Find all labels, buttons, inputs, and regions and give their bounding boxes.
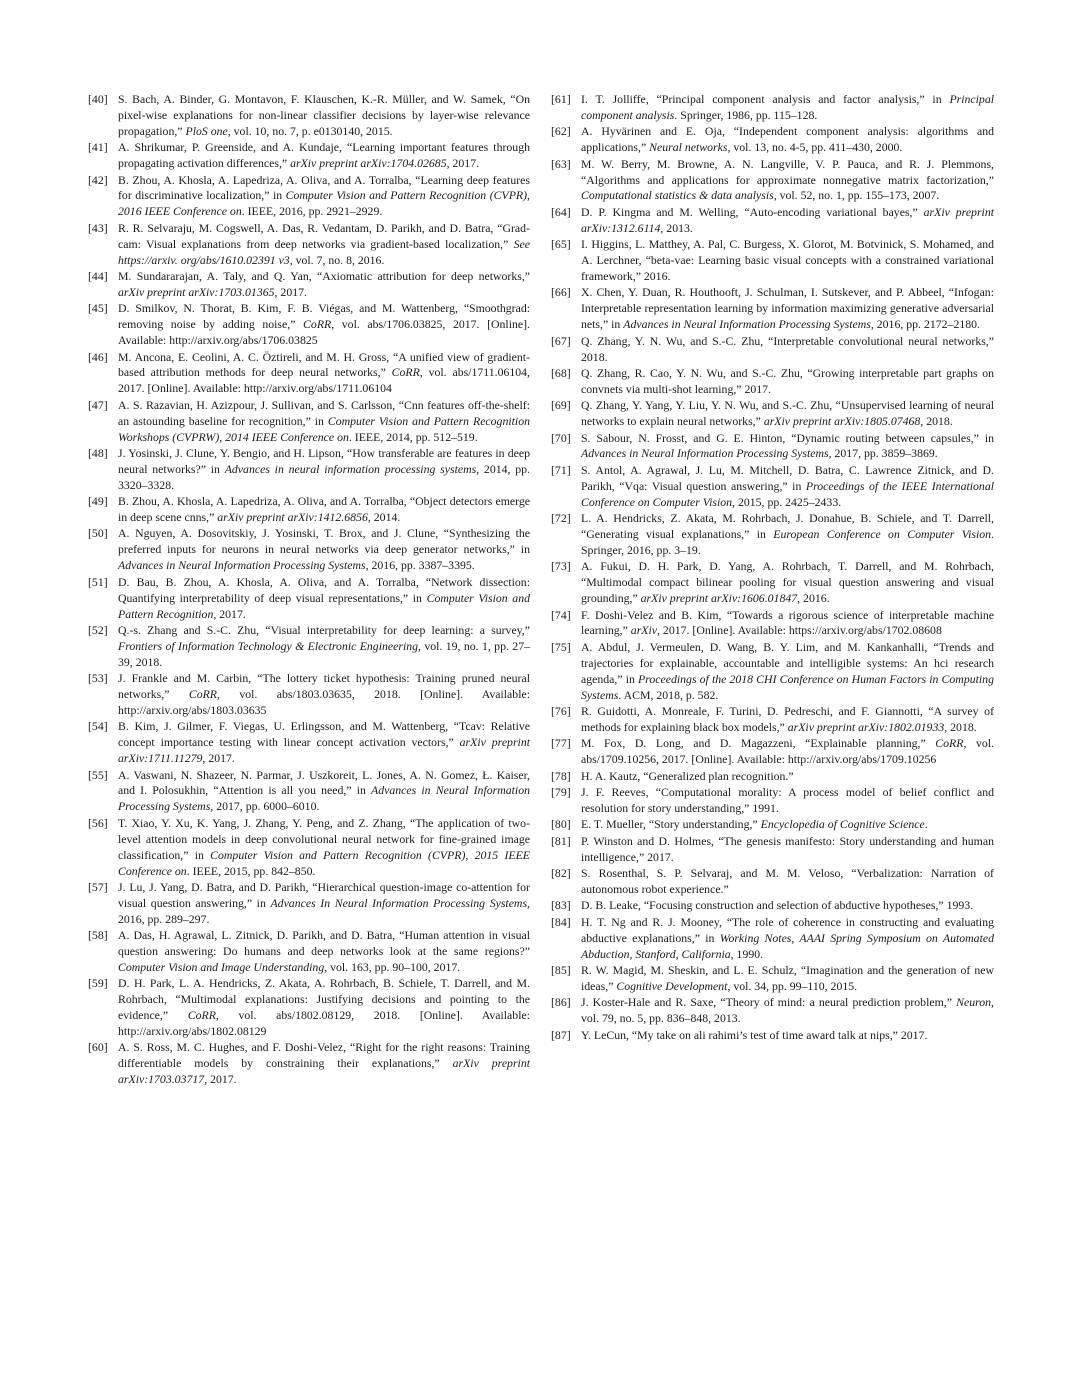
- reference-text: [581, 963, 994, 995]
- reference-number: [68]: [551, 365, 571, 380]
- reference-authors-title: R. Guidotti, A. Monreale, F. Turini, D. Pedreschi, and F. Giannotti, “A survey of methods for explaining black box models,”: [581, 703, 994, 734]
- reference-venue: arXiv preprint arXiv:1703.01365: [118, 284, 275, 299]
- reference-number: [59]: [88, 976, 108, 991]
- reference-entry: [88, 719, 530, 767]
- reference-text: [581, 704, 994, 736]
- reference-details: , vol. abs/1706.03825, 2017. [Online]. Available: http://arxiv.org/abs/1706.03825: [118, 317, 530, 348]
- reference-venue: Computer Vision and Image Understanding: [118, 959, 325, 974]
- reference-details: , 2017.: [204, 1072, 237, 1087]
- reference-entry: [551, 769, 994, 785]
- reference-authors-title: D. Bau, B. Zhou, A. Khosla, A. Oliva, and A. Torralba, “Network dissection: Quantifying interpretability of deep visual representations,” in: [118, 574, 530, 605]
- reference-venue: Advances in Neural Information Processing Systems: [581, 446, 829, 461]
- reference-details: , vol. abs/1709.10256, 2017. [Online]. Available: http://arxiv.org/abs/1709.10256: [581, 736, 994, 767]
- reference-entry: [551, 92, 994, 124]
- reference-venue: arXiv preprint arXiv:1703.03717: [118, 1056, 530, 1087]
- reference-details: . ACM, 2018, p. 582.: [618, 687, 719, 702]
- reference-text: [118, 623, 530, 671]
- reference-text: [118, 398, 530, 446]
- reference-venue: CoRR: [187, 1008, 216, 1023]
- reference-text: [581, 834, 994, 866]
- reference-entry: [551, 285, 994, 333]
- reference-details: , 2014, pp. 3320–3328.: [118, 461, 530, 492]
- reference-number: [72]: [551, 511, 571, 526]
- reference-venue: arXiv preprint arXiv:1312.6114: [581, 204, 994, 235]
- reference-venue: Computational statistics & data analysis: [581, 188, 774, 203]
- reference-entry: [551, 511, 994, 559]
- reference-text: [581, 334, 994, 366]
- reference-text: [118, 880, 530, 928]
- reference-authors-title: S. Sabour, N. Frosst, and G. E. Hinton, “Dynamic routing between capsules,” in: [581, 430, 994, 445]
- reference-authors-title: H. T. Ng and R. J. Mooney, “The role of coherence in constructing and evaluating abductive explanations,” in: [581, 914, 994, 945]
- reference-details: , 2017, pp. 3859–3869.: [828, 446, 938, 461]
- reference-text: [118, 269, 530, 301]
- reference-venue: PloS one: [185, 123, 228, 138]
- reference-authors-title: S. Rosenthal, S. P. Selvaraj, and M. M. Veloso, “Verbalization: Narration of autonomous robot experience.”: [581, 866, 994, 896]
- reference-number: [60]: [88, 1040, 108, 1055]
- reference-text: [118, 140, 530, 172]
- reference-entry: [88, 928, 530, 976]
- reference-entry: [88, 880, 530, 928]
- reference-venue: Principal component analysis: [581, 92, 994, 122]
- reference-venue: Neural networks: [649, 140, 728, 155]
- reference-entry: [551, 1028, 994, 1044]
- reference-authors-title: M. Sundararajan, A. Taly, and Q. Yan, “Axiomatic attribution for deep networks,”: [118, 268, 530, 283]
- reference-authors-title: R. W. Magid, M. Sheskin, and L. E. Schulz, “Imagination and the generation of new ideas,”: [581, 962, 994, 993]
- reference-text: [581, 237, 994, 285]
- reference-entry: [88, 221, 530, 269]
- reference-text: [581, 205, 994, 237]
- reference-authors-title: I. T. Jolliffe, “Principal component analysis and factor analysis,” in: [581, 92, 950, 106]
- reference-venue: Working Notes, AAAI Spring Symposium on Automated Abduction, Stanford, California: [581, 930, 994, 961]
- reference-number: [82]: [551, 866, 571, 880]
- reference-entry: [551, 736, 994, 768]
- reference-number: [48]: [88, 445, 108, 460]
- reference-entry: [551, 704, 994, 736]
- reference-entry: [551, 431, 994, 463]
- reference-number: [87]: [551, 1027, 571, 1042]
- reference-text: [118, 221, 530, 269]
- reference-number: [55]: [88, 767, 108, 782]
- reference-entry: [551, 640, 994, 704]
- reference-details: , 2016.: [797, 591, 830, 606]
- reference-number: [42]: [88, 172, 108, 187]
- reference-authors-title: A. Fukui, D. H. Park, D. Yang, A. Rohrbach, T. Darrell, and M. Rohrbach, “Multimodal compact bilinear pooling for visual question answering and visual grounding,”: [581, 559, 994, 606]
- reference-venue: Advances in Neural Information Processing Systems: [623, 317, 871, 332]
- reference-number: [53]: [88, 671, 108, 686]
- reference-venue: arXiv preprint arXiv:1412.6856: [217, 510, 368, 525]
- reference-details: , vol. 10, no. 7, p. e0130140, 2015.: [227, 123, 393, 138]
- reference-text: [118, 816, 530, 880]
- reference-entry: [551, 963, 994, 995]
- reference-details: , 2017.: [274, 284, 307, 299]
- reference-text: [581, 817, 994, 833]
- reference-authors-title: B. Zhou, A. Khosla, A. Lapedriza, A. Oliva, and A. Torralba, “Learning deep features for discriminative localization,” in: [118, 172, 530, 203]
- reference-details: , 2017.: [202, 751, 235, 766]
- reference-venue: Cognitive Development: [616, 978, 728, 993]
- reference-entry: [551, 334, 994, 366]
- reference-entry: [88, 526, 530, 574]
- reference-details: . IEEE, 2014, pp. 512–519.: [348, 429, 478, 444]
- reference-details: , vol. 79, no. 5, pp. 836–848, 2013.: [581, 995, 994, 1026]
- reference-number: [61]: [551, 92, 571, 106]
- reference-entry: [88, 398, 530, 446]
- reference-authors-title: M. Fox, D. Long, and D. Magazzeni, “Explainable planning,”: [581, 736, 936, 751]
- reference-text: [118, 719, 530, 767]
- reference-number: [69]: [551, 398, 571, 413]
- reference-entry: [88, 350, 530, 398]
- reference-entry: [88, 269, 530, 301]
- reference-authors-title: B. Kim, J. Gilmer, F. Viegas, U. Erlingsson, and M. Wattenberg, “Tcav: Relative concept importance testing with linear concept activation vectors,”: [118, 719, 530, 750]
- reference-text: [581, 785, 994, 817]
- reference-venue: Computer Vision and Pattern Recognition Workshops (CVPRW), 2014 IEEE Conference on: [118, 413, 530, 444]
- reference-number: [40]: [88, 92, 108, 106]
- reference-venue: See https://arxiv. org/abs/1610.02391 v3: [118, 236, 530, 267]
- reference-text: [581, 157, 994, 205]
- reference-number: [74]: [551, 607, 571, 622]
- reference-number: [76]: [551, 703, 571, 718]
- reference-entry: [551, 205, 994, 237]
- reference-number: [84]: [551, 914, 571, 929]
- reference-text: [118, 301, 530, 349]
- reference-details: , vol. abs/1802.08129, 2018. [Online]. Available: http://arxiv.org/abs/1802.08129: [118, 1008, 530, 1039]
- reference-text: [118, 671, 530, 719]
- reference-venue: arXiv preprint arXiv:1606.01847: [640, 591, 798, 606]
- reference-number: [77]: [551, 736, 571, 751]
- reference-number: [79]: [551, 784, 571, 799]
- reference-venue: arXiv preprint arXiv:1704.02685: [290, 156, 447, 171]
- reference-entry: [88, 173, 530, 221]
- reference-text: [581, 915, 994, 963]
- reference-authors-title: D. H. Park, L. A. Hendricks, Z. Akata, A. Rohrbach, B. Schiele, T. Darrell, and M. Rohrbach, “Multimodal explanations: Justifying decisions and pointing to the evidence,”: [118, 976, 530, 1023]
- reference-text: [118, 446, 530, 494]
- reference-authors-title: J. F. Reeves, “Computational morality: A process model of belief conflict and resolution for story understanding,” 1991.: [581, 784, 994, 815]
- reference-details: , vol. 34, pp. 99–110, 2015.: [727, 978, 858, 993]
- reference-entry: [88, 446, 530, 494]
- reference-authors-title: S. Antol, A. Agrawal, J. Lu, M. Mitchell, D. Batra, C. Lawrence Zitnick, and D. Parikh, “Vqa: Visual question answering,” in: [581, 462, 994, 493]
- reference-authors-title: H. A. Kautz, “Generalized plan recognition.”: [581, 768, 794, 783]
- reference-venue: arXiv: [630, 623, 658, 638]
- reference-number: [56]: [88, 815, 108, 830]
- reference-text: [581, 559, 994, 607]
- reference-details: .: [924, 817, 928, 832]
- reference-entry: [88, 976, 530, 1040]
- reference-authors-title: D. B. Leake, “Focusing construction and selection of abductive hypotheses,” 1993.: [581, 898, 974, 913]
- reference-details: , vol. abs/1803.03635, 2018. [Online]. Available: http://arxiv.org/abs/1803.03635: [118, 687, 530, 717]
- reference-details: , vol. 13, no. 4-5, pp. 411–430, 2000.: [727, 140, 903, 155]
- reference-details: , vol. abs/1711.06104, 2017. [Online]. Available: http://arxiv.org/abs/1711.06104: [118, 365, 531, 396]
- reference-entry: [88, 494, 530, 526]
- reference-entry: [88, 92, 530, 140]
- reference-text: [581, 463, 994, 511]
- reference-text: [118, 1040, 530, 1088]
- reference-venue: CoRR: [188, 687, 218, 702]
- reference-text: [118, 92, 530, 140]
- reference-authors-title: A. Das, H. Agrawal, L. Zitnick, D. Parikh, and D. Batra, “Human attention in visual question answering: Do humans and deep networks look at the same regions?”: [118, 928, 530, 959]
- reference-number: [44]: [88, 268, 108, 283]
- reference-entry: [551, 915, 994, 963]
- reference-entry: [88, 140, 530, 172]
- reference-authors-title: A. Vaswani, N. Shazeer, N. Parmar, J. Uszkoreit, L. Jones, A. N. Gomez, Ł. Kaiser, and I. Polosukhin, “Attention is all you need,” in: [118, 767, 530, 798]
- reference-details: , 2013.: [660, 220, 693, 235]
- reference-number: [51]: [88, 574, 108, 589]
- reference-entry: [551, 237, 994, 285]
- reference-number: [43]: [88, 220, 108, 235]
- reference-authors-title: D. Smilkov, N. Thorat, B. Kim, F. B. Viégas, and M. Wattenberg, “Smoothgrad: removing noise by adding noise,”: [118, 301, 530, 332]
- reference-entry: [88, 575, 530, 623]
- reference-text: [118, 575, 530, 623]
- reference-text: [581, 398, 994, 430]
- reference-number: [45]: [88, 301, 108, 316]
- reference-venue: Proceedings of the 2018 CHI Conference on Human Factors in Computing Systems: [581, 671, 994, 702]
- reference-venue: CoRR: [303, 317, 332, 332]
- reference-venue: Computer Vision and Pattern Recognition (CVPR), 2015 IEEE Conference on: [118, 847, 530, 878]
- reference-number: [46]: [88, 349, 108, 364]
- reference-details: , 2016, pp. 2172–2180.: [870, 317, 980, 332]
- reference-number: [57]: [88, 879, 108, 894]
- reference-entry: [88, 1040, 530, 1088]
- reference-details: . IEEE, 2016, pp. 2921–2929.: [241, 204, 383, 219]
- reference-entry: [551, 157, 994, 205]
- reference-details: , 2017. [Online]. Available: https://arxiv.org/abs/1702.08608: [657, 623, 942, 638]
- reference-venue: Frontiers of Information Technology & Electronic Engineering: [118, 638, 419, 653]
- reference-number: [58]: [88, 928, 108, 943]
- reference-venue: Advances In Neural Information Processing Systems: [270, 895, 528, 910]
- reference-text: [581, 124, 994, 156]
- reference-authors-title: B. Zhou, A. Khosla, A. Lapedriza, A. Oliva, and A. Torralba, “Object detectors emerge in deep scene cnns,”: [118, 494, 530, 525]
- reference-text: [581, 995, 994, 1027]
- reference-venue: Encyclopedia of Cognitive Science: [760, 817, 925, 832]
- reference-number: [70]: [551, 430, 571, 445]
- reference-number: [65]: [551, 237, 571, 252]
- reference-number: [66]: [551, 285, 571, 300]
- reference-details: , 2016, pp. 289–297.: [118, 895, 530, 926]
- reference-text: [581, 866, 994, 898]
- reference-text: [581, 366, 994, 398]
- reference-authors-title: A. S. Razavian, H. Azizpour, J. Sullivan, and S. Carlsson, “Cnn features off-the-shelf: an astounding baseline for recognition,” in: [118, 397, 530, 428]
- reference-entry: [88, 301, 530, 349]
- reference-entry: [551, 608, 994, 640]
- reference-authors-title: Y. LeCun, “My take on ali rahimi’s test of time award talk at nips,” 2017.: [581, 1027, 928, 1042]
- reference-text: [118, 526, 530, 574]
- reference-authors-title: Q. Zhang, Y. Yang, Y. Liu, Y. N. Wu, and S.-C. Zhu, “Unsupervised learning of neural networks to explain neural networks,”: [581, 398, 994, 429]
- reference-venue: Advances in neural information processing systems: [224, 461, 477, 476]
- reference-text: [581, 608, 994, 640]
- reference-number: [62]: [551, 124, 571, 139]
- reference-details: , 2016, pp. 3387–3395.: [365, 558, 475, 573]
- reference-number: [52]: [88, 622, 108, 637]
- reference-authors-title: A. S. Ross, M. C. Hughes, and F. Doshi-Velez, “Right for the right reasons: Training differentiable models by constraining their explanations,”: [118, 1040, 530, 1071]
- reference-text: [118, 928, 530, 976]
- reference-number: [78]: [551, 768, 571, 783]
- reference-authors-title: S. Bach, A. Binder, G. Montavon, F. Klauschen, K.-R. Müller, and W. Samek, “On pixel-wise explanations for non-linear classifier decisions by layer-wise relevance propagation,”: [118, 92, 530, 138]
- reference-number: [81]: [551, 833, 571, 848]
- reference-entry: [551, 834, 994, 866]
- reference-venue: Advances in Neural Information Processing Systems: [118, 558, 366, 573]
- reference-text: [118, 768, 530, 816]
- reference-authors-title: L. A. Hendricks, Z. Akata, M. Rohrbach, J. Donahue, B. Schiele, and T. Darrell, “Generating visual explanations,” in: [581, 511, 994, 541]
- reference-authors-title: R. R. Selvaraju, M. Cogswell, A. Das, R. Vedantam, D. Parikh, and D. Batra, “Grad-cam: Visual explanations from deep networks via gradient-based localization,”: [118, 220, 530, 251]
- reference-details: , 2017, pp. 6000–6010.: [210, 799, 320, 814]
- reference-details: , 2018.: [944, 719, 977, 734]
- reference-venue: arXiv preprint arXiv:1711.11279: [118, 735, 530, 766]
- reference-number: [50]: [88, 526, 108, 541]
- reference-entry: [551, 398, 994, 430]
- reference-entry: [551, 995, 994, 1027]
- reference-details: , vol. 52, no. 1, pp. 155–173, 2007.: [773, 188, 940, 203]
- reference-entry: [551, 866, 994, 898]
- reference-authors-title: J. Koster-Hale and R. Saxe, “Theory of mind: a neural prediction problem,”: [581, 995, 957, 1010]
- reference-text: [581, 431, 994, 463]
- reference-authors-title: E. T. Mueller, “Story understanding,”: [581, 817, 761, 832]
- reference-authors-title: J. Yosinski, J. Clune, Y. Bengio, and H. Lipson, “How transferable are features in deep neural networks?” in: [118, 445, 530, 476]
- reference-authors-title: J. Lu, J. Yang, D. Batra, and D. Parikh, “Hierarchical question-image co-attention for visual question answering,” in: [118, 879, 530, 910]
- reference-entry: [551, 366, 994, 398]
- reference-authors-title: Q.-s. Zhang and S.-C. Zhu, “Visual interpretability for deep learning: a survey,”: [118, 622, 530, 637]
- reference-authors-title: A. Shrikumar, P. Greenside, and A. Kundaje, “Learning important features through propagating activation differences,”: [118, 140, 530, 171]
- reference-number: [80]: [551, 817, 571, 832]
- reference-venue: arXiv preprint arXiv:1802.01933: [787, 719, 945, 734]
- reference-entry: [88, 623, 530, 671]
- reference-authors-title: J. Frankle and M. Carbin, “The lottery ticket hypothesis: Training pruned neural networks,”: [118, 671, 530, 702]
- reference-venue: CoRR: [935, 736, 964, 751]
- reference-number: [64]: [551, 204, 571, 219]
- reference-text: [581, 285, 994, 333]
- reference-number: [47]: [88, 397, 108, 412]
- reference-details: , vol. 7, no. 8, 2016.: [289, 252, 385, 267]
- reference-authors-title: X. Chen, Y. Duan, R. Houthooft, J. Schulman, I. Sutskever, and P. Abbeel, “Infogan: Interpretable representation learning by information maximizing generative adversarial nets,” in: [581, 285, 994, 332]
- reference-text: [581, 736, 994, 768]
- reference-details: , 2017.: [446, 156, 480, 171]
- reference-number: [73]: [551, 559, 571, 574]
- reference-venue: European Conference on Computer Vision: [773, 526, 992, 541]
- reference-authors-title: Q. Zhang, Y. N. Wu, and S.-C. Zhu, “Interpretable convolutional neural networks,” 2018.: [581, 333, 994, 364]
- reference-details: . Springer, 1986, pp. 115–128.: [674, 107, 818, 122]
- reference-text: [118, 173, 530, 221]
- reference-authors-title: M. Ancona, E. Ceolini, A. C. Öztireli, and M. H. Gross, “A unified view of gradient-based attribution methods for deep neural networks,”: [118, 349, 530, 380]
- reference-text: [581, 769, 994, 785]
- reference-venue: Neuron: [956, 995, 992, 1010]
- reference-number: [49]: [88, 494, 108, 509]
- reference-authors-title: D. P. Kingma and M. Welling, “Auto-encoding variational bayes,”: [581, 204, 924, 219]
- reference-authors-title: A. Hyvärinen and E. Oja, “Independent component analysis: algorithms and applications,”: [581, 124, 994, 155]
- reference-entry: [551, 785, 994, 817]
- reference-authors-title: M. W. Berry, M. Browne, A. N. Langville, V. P. Pauca, and R. J. Plemmons, “Algorithms and applications for approximate nonnegative matrix factorization,”: [581, 156, 994, 187]
- reference-details: , vol. 163, pp. 90–100, 2017.: [324, 959, 461, 974]
- reference-authors-title: A. Nguyen, A. Dosovitskiy, J. Yosinski, T. Brox, and J. Clune, “Synthesizing the preferred inputs for neurons in neural networks via deep generator networks,” in: [118, 526, 530, 557]
- references-right-column: [551, 92, 994, 1044]
- reference-entry: [551, 463, 994, 511]
- reference-details: , 2017.: [213, 606, 246, 621]
- reference-authors-title: F. Doshi-Velez and B. Kim, “Towards a rigorous science of interpretable machine learning,”: [581, 607, 994, 638]
- reference-entry: [88, 768, 530, 816]
- reference-venue: Computer Vision and Pattern Recognition (CVPR), 2016 IEEE Conference on: [118, 188, 530, 219]
- reference-number: [41]: [88, 140, 108, 155]
- reference-text: [118, 494, 530, 526]
- reference-entry: [551, 898, 994, 914]
- reference-entry: [551, 559, 994, 607]
- reference-text: [581, 92, 994, 124]
- reference-number: [67]: [551, 333, 571, 348]
- reference-number: [71]: [551, 462, 571, 477]
- reference-text: [118, 976, 530, 1040]
- reference-text: [581, 898, 994, 914]
- reference-number: [75]: [551, 639, 571, 654]
- reference-number: [86]: [551, 995, 571, 1010]
- reference-entry: [551, 124, 994, 156]
- reference-details: , vol. 19, no. 1, pp. 27–39, 2018.: [118, 638, 530, 669]
- reference-venue: CoRR: [391, 365, 420, 380]
- reference-number: [63]: [551, 156, 571, 171]
- reference-text: [118, 350, 530, 398]
- reference-authors-title: I. Higgins, L. Matthey, A. Pal, C. Burgess, X. Glorot, M. Botvinick, S. Mohamed, and A. Lerchner, “beta-vae: Learning basic visual concepts with a constrained variational framework,” 2016.: [581, 237, 994, 283]
- reference-entry: [551, 817, 994, 833]
- reference-details: . Springer, 2016, pp. 3–19.: [581, 526, 994, 557]
- reference-number: [83]: [551, 898, 571, 913]
- reference-authors-title: P. Winston and D. Holmes, “The genesis manifesto: Story understanding and human intelligence,” 2017.: [581, 833, 994, 864]
- reference-authors-title: Q. Zhang, R. Cao, Y. N. Wu, and S.-C. Zhu, “Growing interpretable part graphs on convnets via multi-shot learning,” 2017.: [581, 365, 994, 396]
- reference-details: , 2014.: [367, 510, 401, 525]
- reference-details: . IEEE, 2015, pp. 842–850.: [186, 863, 316, 878]
- reference-entry: [88, 671, 530, 719]
- reference-number: [54]: [88, 719, 108, 734]
- reference-entry: [88, 816, 530, 880]
- reference-details: , 2015, pp. 2425–2433.: [732, 494, 842, 509]
- reference-details: , 1990.: [730, 946, 764, 961]
- references-left-column: [88, 92, 530, 1089]
- reference-text: [581, 640, 994, 704]
- reference-venue: arXiv preprint arXiv:1805.07468: [763, 414, 921, 429]
- reference-text: [581, 511, 994, 559]
- reference-details: , 2018.: [920, 414, 953, 429]
- reference-venue: Proceedings of the IEEE International Conference on Computer Vision: [581, 478, 995, 509]
- reference-text: [581, 1028, 994, 1044]
- reference-authors-title: T. Xiao, Y. Xu, K. Yang, J. Zhang, Y. Peng, and Z. Zhang, “The application of two-level attention models in deep convolutional neural network for fine-grained image classification,” in: [118, 815, 530, 862]
- reference-venue: Computer Vision and Pattern Recognition: [118, 590, 530, 621]
- reference-number: [85]: [551, 962, 571, 977]
- reference-authors-title: A. Abdul, J. Vermeulen, D. Wang, B. Y. Lim, and M. Kankanhalli, “Trends and trajectories for explainable, accountable and intelligible systems: An hci research agenda,” in: [581, 639, 994, 686]
- reference-venue: Advances in Neural Information Processing Systems: [118, 783, 530, 814]
